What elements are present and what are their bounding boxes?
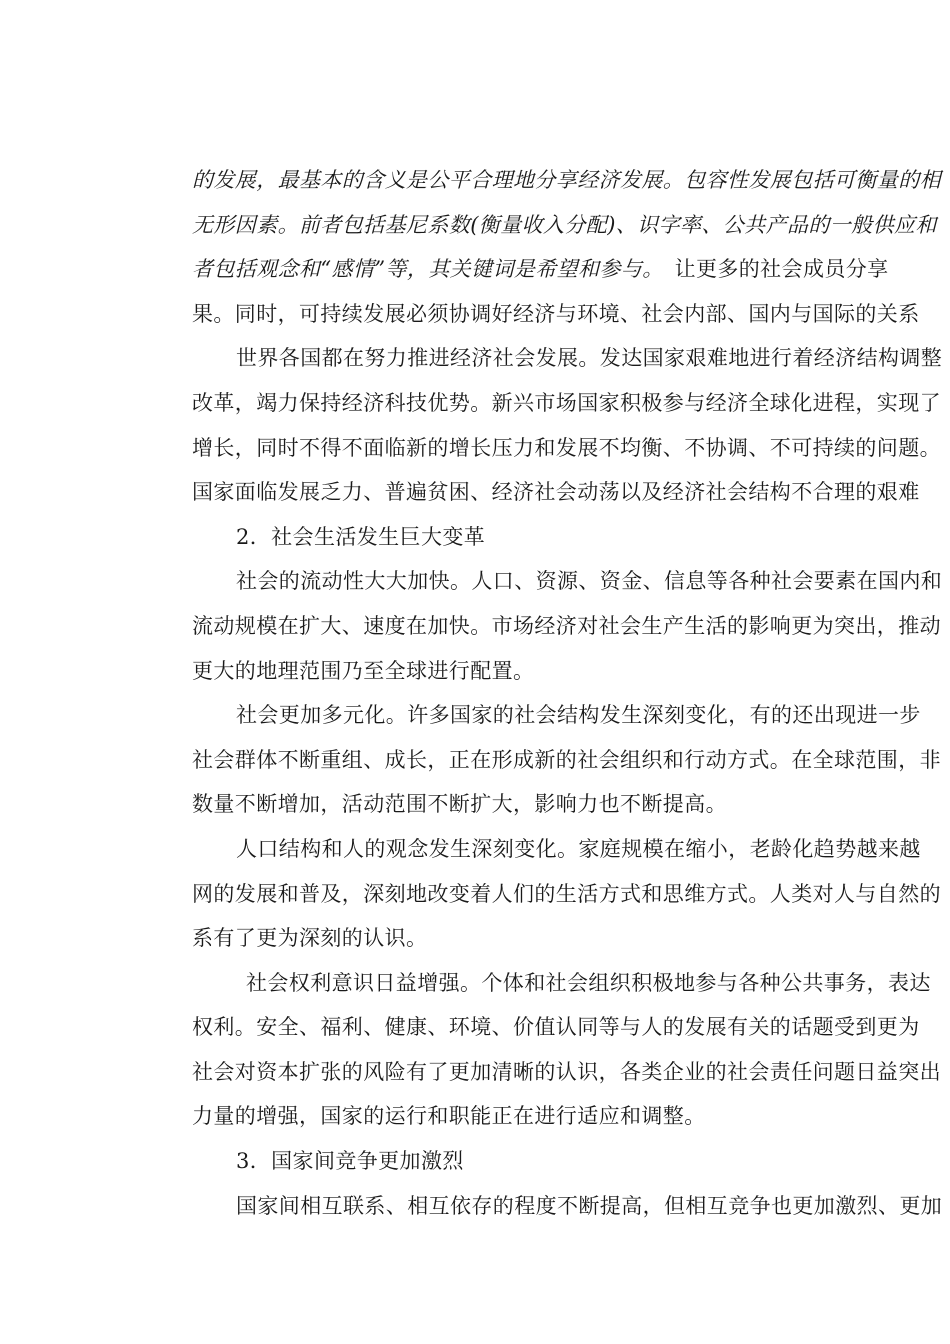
paragraph-line: 世界各国都在努力推进经济社会发展。发达国家艰难地进行着经济结构调整 <box>236 346 943 371</box>
paragraph-line: 社会更加多元化。许多国家的社会结构发生深刻变化，有的还出现进一步 <box>236 703 921 728</box>
paragraph-line: 流动规模在扩大、速度在加快。市场经济对社会生产生活的影响更为突出，推动 <box>192 613 941 638</box>
normal-segment: 让更多的社会成员分享 <box>653 257 889 282</box>
paragraph-line: 力量的增强，国家的运行和职能正在进行适应和调整。 <box>192 1104 706 1129</box>
paragraph-line: 权利。安全、福利、健康、环境、价值认同等与人的发展有关的话题受到更为 <box>192 1015 920 1040</box>
paragraph-line: 数量不断增加，活动范围不断扩大，影响力也不断提高。 <box>192 792 727 817</box>
paragraph-line: 更大的地理范围乃至全球进行配置。 <box>192 658 535 683</box>
paragraph-line: 无形因素。前者包括基尼系数(衡量收入分配)、识字率、公共产品的一般供应和 <box>192 212 937 237</box>
paragraph-line: 系有了更为深刻的认识。 <box>192 926 428 951</box>
paragraph-line: 社会对资本扩张的风险有了更加清晰的认识，各类企业的社会责任问题日益突出 <box>192 1059 941 1084</box>
paragraph-line: 改革，竭力保持经济科技优势。新兴市场国家积极参与经济全球化进程，实现了 <box>192 390 941 415</box>
italic-segment: 者包括观念和“感情”等，其关键词是希望和参与。 <box>192 257 654 282</box>
body-text <box>192 158 950 1228</box>
section-heading: 2．社会生活发生巨大变革 <box>236 524 486 549</box>
paragraph-line: 社会权利意识日益增强。个体和社会组织积极地参与各种公共事务，表达 <box>246 970 931 995</box>
paragraph-line: 社会群体不断重组、成长，正在形成新的社会组织和行动方式。在全球范围，非 <box>192 747 941 772</box>
paragraph-line: 的发展，最基本的含义是公平合理地分享经济发展。包容性发展包括可衡量的相 <box>192 168 941 192</box>
paragraph-line: 国家间相互联系、相互依存的程度不断提高，但相互竞争也更加激烈、更加 <box>236 1193 943 1218</box>
paragraph-line: 人口结构和人的观念发生深刻变化。家庭规模在缩小，老龄化趋势越来越 <box>236 836 921 861</box>
paragraph-line: 果。同时，可持续发展必须协调好经济与环境、社会内部、国内与国际的关系 <box>192 301 920 326</box>
paragraph-line: 网的发展和普及，深刻地改变着人们的生活方式和思维方式。人类对人与自然的 <box>192 881 941 906</box>
paragraph-line: 社会的流动性大大加快。人口、资源、资金、信息等各种社会要素在国内和 <box>236 569 943 594</box>
paragraph-line: 增长，同时不得不面临新的增长压力和发展不均衡、不协调、不可持续的问题。 <box>192 435 941 460</box>
paragraph-line <box>192 247 950 292</box>
paragraph-line: 国家面临发展乏力、普遍贫困、经济社会动荡以及经济社会结构不合理的艰难 <box>192 480 920 505</box>
section-heading: 3．国家间竞争更加激烈 <box>236 1149 464 1174</box>
